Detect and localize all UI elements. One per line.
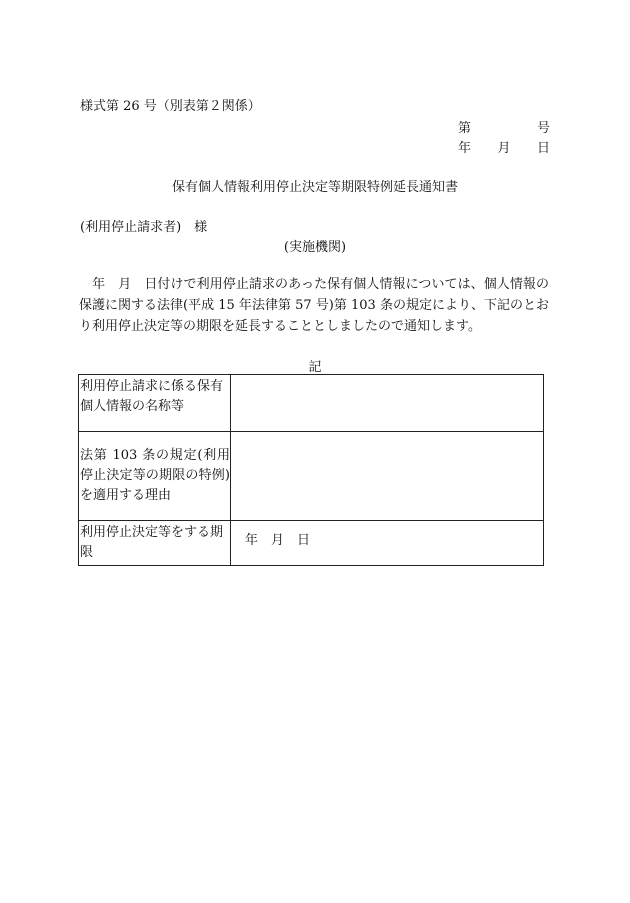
document-number-prefix: 第 xyxy=(458,121,472,136)
value-information-name xyxy=(231,375,544,432)
label-extension-reason: 法第 103 条の規定(利用停止決定等の期限の特例)を適用する理由 xyxy=(79,432,231,521)
deadline-date: 年 月 日 xyxy=(245,533,311,548)
table-row xyxy=(79,432,544,521)
ki-heading: 記 xyxy=(308,360,322,375)
form-number: 様式第 26 号（別表第２関係） xyxy=(80,99,261,114)
value-extension-reason xyxy=(231,432,544,521)
detail-table xyxy=(78,374,544,566)
document-number-suffix: 号 xyxy=(536,121,550,136)
document-number-line xyxy=(458,117,550,136)
document-title: 保有個人情報利用停止決定等期限特例延長通知書 xyxy=(171,180,458,195)
label-information-name: 利用停止請求に係る保有個人情報の名称等 xyxy=(79,375,231,432)
value-decision-deadline xyxy=(231,521,544,566)
date-year: 年 xyxy=(458,141,472,156)
label-decision-deadline: 利用停止決定等をする期限 xyxy=(79,521,231,566)
document-date-line xyxy=(458,137,550,156)
implementing-agency-line: (実施機関) xyxy=(283,240,347,255)
table-row xyxy=(79,375,544,432)
date-day: 日 xyxy=(536,141,550,156)
table-row xyxy=(79,521,544,566)
date-month: 月 xyxy=(497,141,511,156)
addressee-line: (利用停止請求者) 様 xyxy=(80,220,208,235)
notice-body-text: 年 月 日付けで利用停止請求のあった保有個人情報については、個人情報の保護に関する法律(平成 15 年法律第 57 号)第 103 条の規定により、下記のとおり利用停止決定等の期限を延長することとしましたので通知します。 xyxy=(79,277,549,334)
